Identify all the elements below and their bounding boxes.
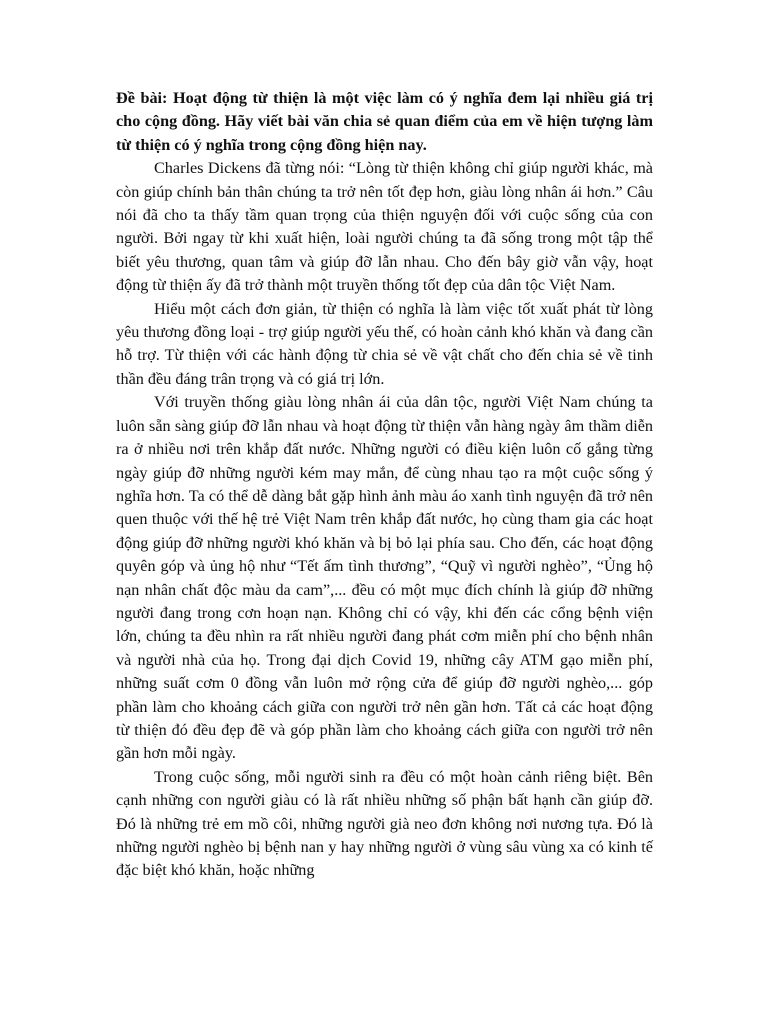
paragraph-examples: Với truyền thống giàu lòng nhân ái của dân tộc, người Việt Nam chúng ta luôn sẵn sàng giúp đỡ lẫn nhau và hoạt động từ thiện vẫn hàng ngày âm thầm diễn ra ở nhiều nơi trên khắp đất nước. Những người có điều kiện luôn cố gắng từng ngày giúp đỡ những người kém may mắn, để cùng nhau tạo ra một cuộc sống ý nghĩa hơn. Ta có thể dễ dàng bắt gặp hình ảnh màu áo xanh tình nguyện đã trở nên quen thuộc với thế hệ trẻ Việt Nam trên khắp đất nước, họ cùng tham gia các hoạt động giúp đỡ những người khó khăn và bị bỏ lại phía sau. Cho đến, các hoạt động quyên góp và ủng hộ như “Tết ấm tình thương”, “Quỹ vì người nghèo”, “Ủng hộ nạn nhân chất độc màu da cam”,... đều có một mục đích chính là giúp đỡ những người đang trong cơn hoạn nạn. Không chỉ có vậy, khi đến các cổng bệnh viện lớn, chúng ta đều nhìn ra rất nhiều người đang phát cơm miễn phí cho bệnh nhân và người nhà của họ. Trong đại dịch Covid 19, những cây ATM gạo miễn phí, những suất cơm 0 đồng vẫn luôn mở rộng cửa để giúp đỡ người nghèo,... góp phần làm cho khoảng cách giữa con người trở nên gần hơn. Tất cả các hoạt động từ thiện đó đều đẹp đẽ và góp phần làm cho khoảng cách giữa con người trở nên gần hơn mỗi ngày. [116,393,653,763]
paragraph-intro: Charles Dickens đã từng nói: “Lòng từ thiện không chỉ giúp người khác, mà còn giúp chính bản thân chúng ta trở nên tốt đẹp hơn, giàu lòng nhân ái hơn.” Câu nói đã cho ta thấy tầm quan trọng của thiện nguyện đối với cuộc sống của con người. Bởi ngay từ khi xuất hiện, loài người chúng ta đã sống trong một tập thể biết yêu thương, quan tâm và giúp đỡ lẫn nhau. Cho đến bây giờ vẫn vậy, hoạt động từ thiện ấy đã trở thành một truyền thống tốt đẹp của dân tộc Việt Nam. [116,159,653,295]
essay-prompt-title: Đề bài: Hoạt động từ thiện là một việc làm có ý nghĩa đem lại nhiều giá trị cho cộng đồng. Hãy viết bài văn chia sẻ quan điểm của em về hiện tượng làm từ thiện có ý nghĩa trong cộng đồng hiện nay. [116,89,653,154]
document-page [116,87,653,883]
paragraph-definition: Hiểu một cách đơn giản, từ thiện có nghĩa là làm việc tốt xuất phát từ lòng yêu thương đồng loại - trợ giúp người yếu thế, có hoàn cảnh khó khăn và đang cần hỗ trợ. Từ thiện với các hành động từ chia sẻ về vật chất cho đến chia sẻ về tinh thần đều đáng trân trọng và có giá trị lớn. [116,299,653,388]
paragraph-circumstances: Trong cuộc sống, mỗi người sinh ra đều có một hoàn cảnh riêng biệt. Bên cạnh những con người giàu có là rất nhiều những số phận bất hạnh cần giúp đỡ. Đó là những trẻ em mồ côi, những người già neo đơn không nơi nương tựa. Đó là những người nghèo bị bệnh nan y hay những người ở vùng sâu vùng xa có kinh tế đặc biệt khó khăn, hoặc những [116,767,653,880]
